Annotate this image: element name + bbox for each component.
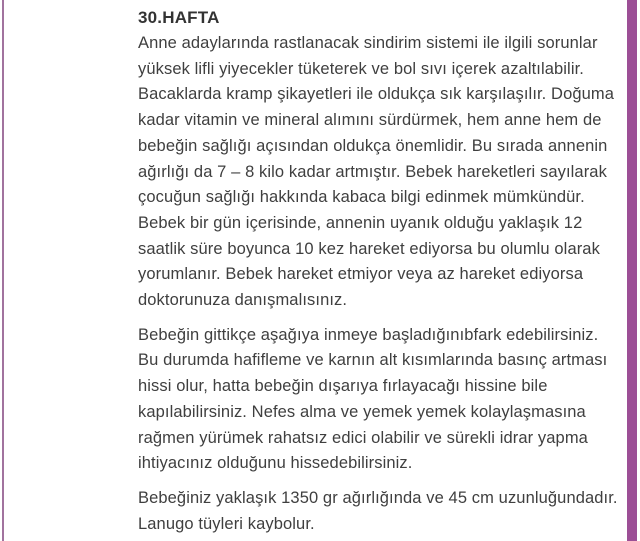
text-line: Bebeğin gittikçe aşağıya inmeye başladığınıbfark edebilirsiniz. bbox=[138, 325, 599, 344]
text-line: yorumlanır. Bebek hareket etmiyor veya az hareket ediyorsa bbox=[138, 265, 584, 284]
right-accent-bar bbox=[627, 0, 637, 541]
paragraph-baby-descending bbox=[138, 323, 624, 477]
text-line: rağmen yürümek rahatsız edici olabilir ve sürekli idrar yapma bbox=[138, 428, 588, 447]
text-line: Bebek bir gün içerisinde, annenin uyanık olduğu yaklaşık 12 bbox=[138, 213, 583, 232]
text-line: yüksek lifli yiyecekler tüketerek ve bol sıvı içerek azaltılabilir. bbox=[138, 59, 584, 78]
text-line: bebeğin sağlığı açısından oldukça önemlidir. Bu sırada annenin bbox=[138, 136, 608, 155]
text-line: Anne adaylarında rastlanacak sindirim sistemi ile ilgili sorunlar bbox=[138, 34, 598, 52]
text-line: saatlik süre boyunca 10 kez hareket ediyorsa bu olumlu olarak bbox=[138, 239, 600, 258]
text-line: Bu durumda hafifleme ve karnın alt kısımlarında basınç artması bbox=[138, 351, 608, 370]
text-line: ağırlığı da 7 – 8 kilo kadar artmıştır. Bebek hareketleri sayılarak bbox=[138, 162, 607, 181]
text-line: Bebeğiniz yaklaşık 1350 gr ağırlığında ve 45 cm uzunluğundadır. bbox=[138, 488, 618, 507]
text-line: kadar vitamin ve mineral alımını sürdürmek, hem anne hem de bbox=[138, 111, 602, 130]
document-area bbox=[138, 5, 624, 537]
text-line: ihtiyacınız olduğunu hissedebilirsiniz. bbox=[138, 454, 413, 473]
paragraph-baby-size bbox=[138, 486, 624, 537]
text-line: hissi olur, hatta bebeğin dışarıya fırlayacağı hissine bile bbox=[138, 377, 548, 396]
text-line: doktorunuza danışmalısınız. bbox=[138, 291, 348, 310]
left-accent-line bbox=[2, 0, 4, 541]
text-line: Lanugo tüyleri kaybolur. bbox=[138, 514, 315, 533]
text-line: çocuğun sağlığı hakkında kabaca bilgi edinmek mümkündür. bbox=[138, 188, 585, 207]
text-line: Bacaklarda kramp şikayetleri ile oldukça sık karşılaşılır. Doğuma bbox=[138, 85, 615, 104]
paragraph-digestion-and-movement bbox=[138, 31, 624, 314]
text-line: kapılabilirsiniz. Nefes alma ve yemek yemek kolaylaşmasına bbox=[138, 402, 586, 421]
week-title: 30.HAFTA bbox=[138, 8, 220, 27]
